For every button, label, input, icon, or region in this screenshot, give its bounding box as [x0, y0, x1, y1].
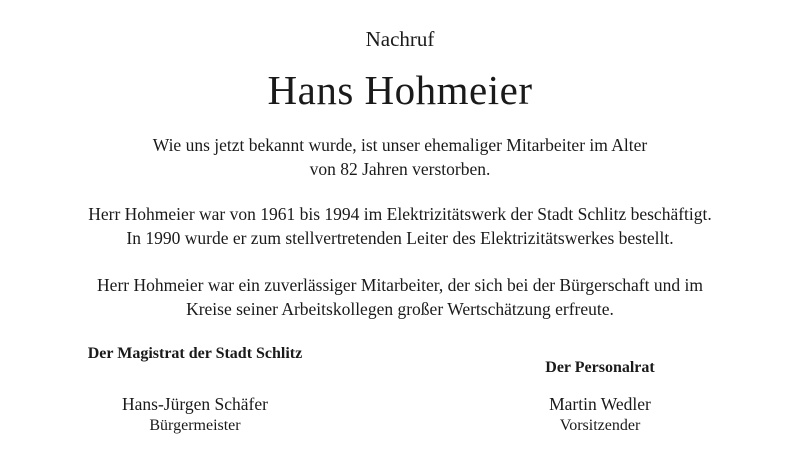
paragraph-announcement [0, 133, 800, 181]
signatory-person: Hans-Jürgen Schäfer [122, 394, 268, 414]
paragraph-line: Herr Hohmeier war ein zuverlässiger Mitarbeiter, der sich bei der Bürgerschaft und im [97, 275, 703, 295]
signatory-person: Martin Wedler [549, 394, 651, 414]
signatory-org: Der Magistrat der Stadt Schlitz [87, 345, 303, 362]
signatory-role: Vorsitzender [559, 417, 641, 434]
paragraph-line: von 82 Jahren verstorben. [309, 159, 491, 179]
paragraph-line: Kreise seiner Arbeitskollegen großer Wertschätzung erfreute. [186, 299, 614, 319]
signatory-personalrat [460, 358, 740, 437]
paragraph-tribute [0, 273, 800, 321]
paragraph-line: In 1990 wurde er zum stellvertretenden Leiter des Elektrizitätswerkes bestellt. [126, 228, 674, 248]
signatory-magistrat [40, 344, 350, 437]
notice-heading: Nachruf [365, 27, 435, 51]
deceased-name: Hans Hohmeier [267, 67, 533, 113]
signatory-org: Der Personalrat [545, 359, 655, 376]
signatory-role: Bürgermeister [149, 417, 241, 434]
paragraph-line: Herr Hohmeier war von 1961 bis 1994 im Elektrizitätswerk der Stadt Schlitz beschäftigt. [88, 204, 712, 224]
paragraph-line: Wie uns jetzt bekannt wurde, ist unser ehemaliger Mitarbeiter im Alter [152, 135, 648, 155]
paragraph-career [0, 202, 800, 250]
